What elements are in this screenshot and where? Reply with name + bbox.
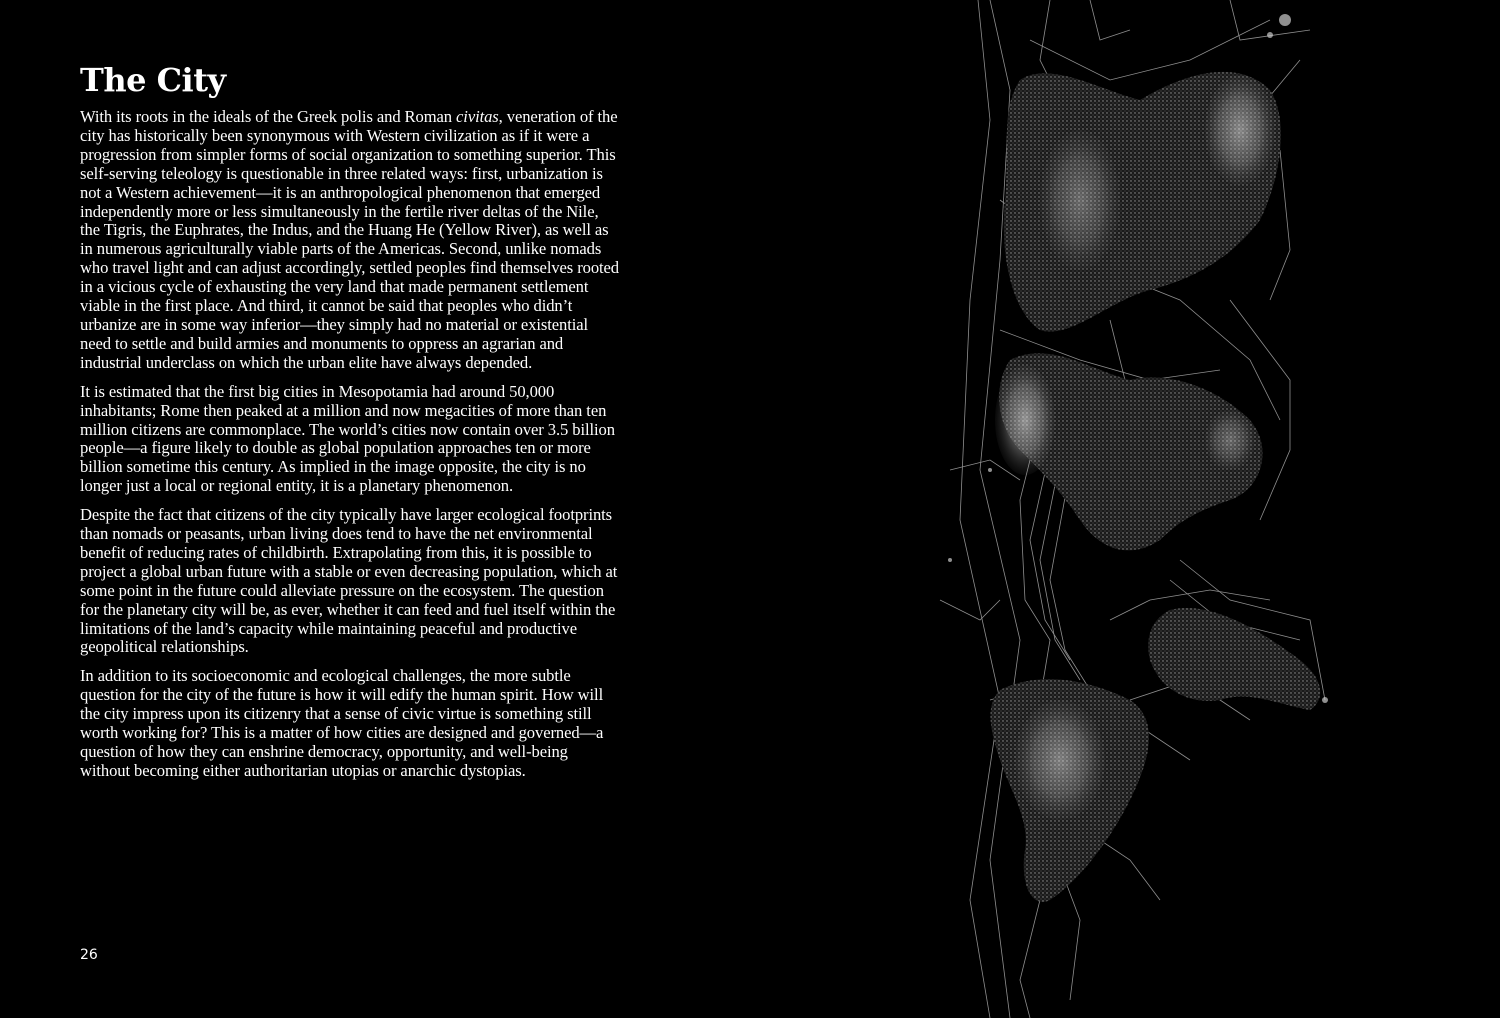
page-title: The City (80, 61, 226, 99)
body-paragraph-1: With its roots in the ideals of the Greek polis and Roman civitas, veneration of the city has historically been synonymous with Western civilization as if it were a progression from simpler forms of social organization to something superior. This self-serving teleology is questionable in three related ways: first, urbanization is not a Western achievement—it is an anthropological phenomenon that emerged independently more or less simultaneously in the fertile river deltas of the Nile, the Tigris, the Euphrates, the Indus, and the Huang He (Yellow River), as well as in numerous agriculturally viable parts of the Americas. Second, unlike nomads who travel light and can adjust accordingly, settled peoples find themselves rooted in a vicious cycle of exhausting the very land that made permanent settlement viable in the first place. And third, it cannot be said that peoples who didn’t urbanize are in some way inferior—they simply had no material or existential need to settle and build armies and monuments to oppress an agrarian and industrial underclass on which the urban elite have always depended. (80, 107, 619, 372)
text-page (80, 58, 620, 791)
landmass-south-america (1148, 608, 1320, 710)
planetary-city-map-image (930, 0, 1350, 1018)
body-paragraph-3: Despite the fact that citizens of the city typically have larger ecological footprints than nomads or peasants, urban living does tend to have the net environmental benefit of reducing rates of childbirth. Extrapolating from this, it is possible to project a global urban future with a stable or even decreasing population, which at some point in the future could alleviate pressure on the ecosystem. The question for the planetary city will be, as ever, whether it can feed and fuel itself within the limitations of the land’s capacity while maintaining peaceful and productive geopolitical relationships. (80, 505, 618, 657)
body-paragraph-2: It is estimated that the first big cities in Mesopotamia had around 50,000 inhabitants; Rome then peaked at a million and now megacities of more than ten million citizens are commonplace. The world’s cities now contain over 3.5 billion people—a figure likely to double as global population approaches ten or more billion sometime this century. As implied in the image opposite, the city is no longer just a local or regional entity, it is a planetary phenomenon. (80, 381, 615, 496)
body-paragraph-4: In addition to its socioeconomic and ecological challenges, the more subtle question for the city of the future is how it will edify the human spirit. How will the city impress upon its citizenry that a sense of civic virtue is something still worth working for? This is a matter of how cities are designed and governed—a question of how they can enshrine democracy, opportunity, and well-being without becoming either authoritarian utopias or anarchic dystopias. (80, 666, 604, 780)
page-number: 26 (80, 947, 98, 963)
planetary-city-lights-network-map-icon (930, 0, 1350, 1018)
